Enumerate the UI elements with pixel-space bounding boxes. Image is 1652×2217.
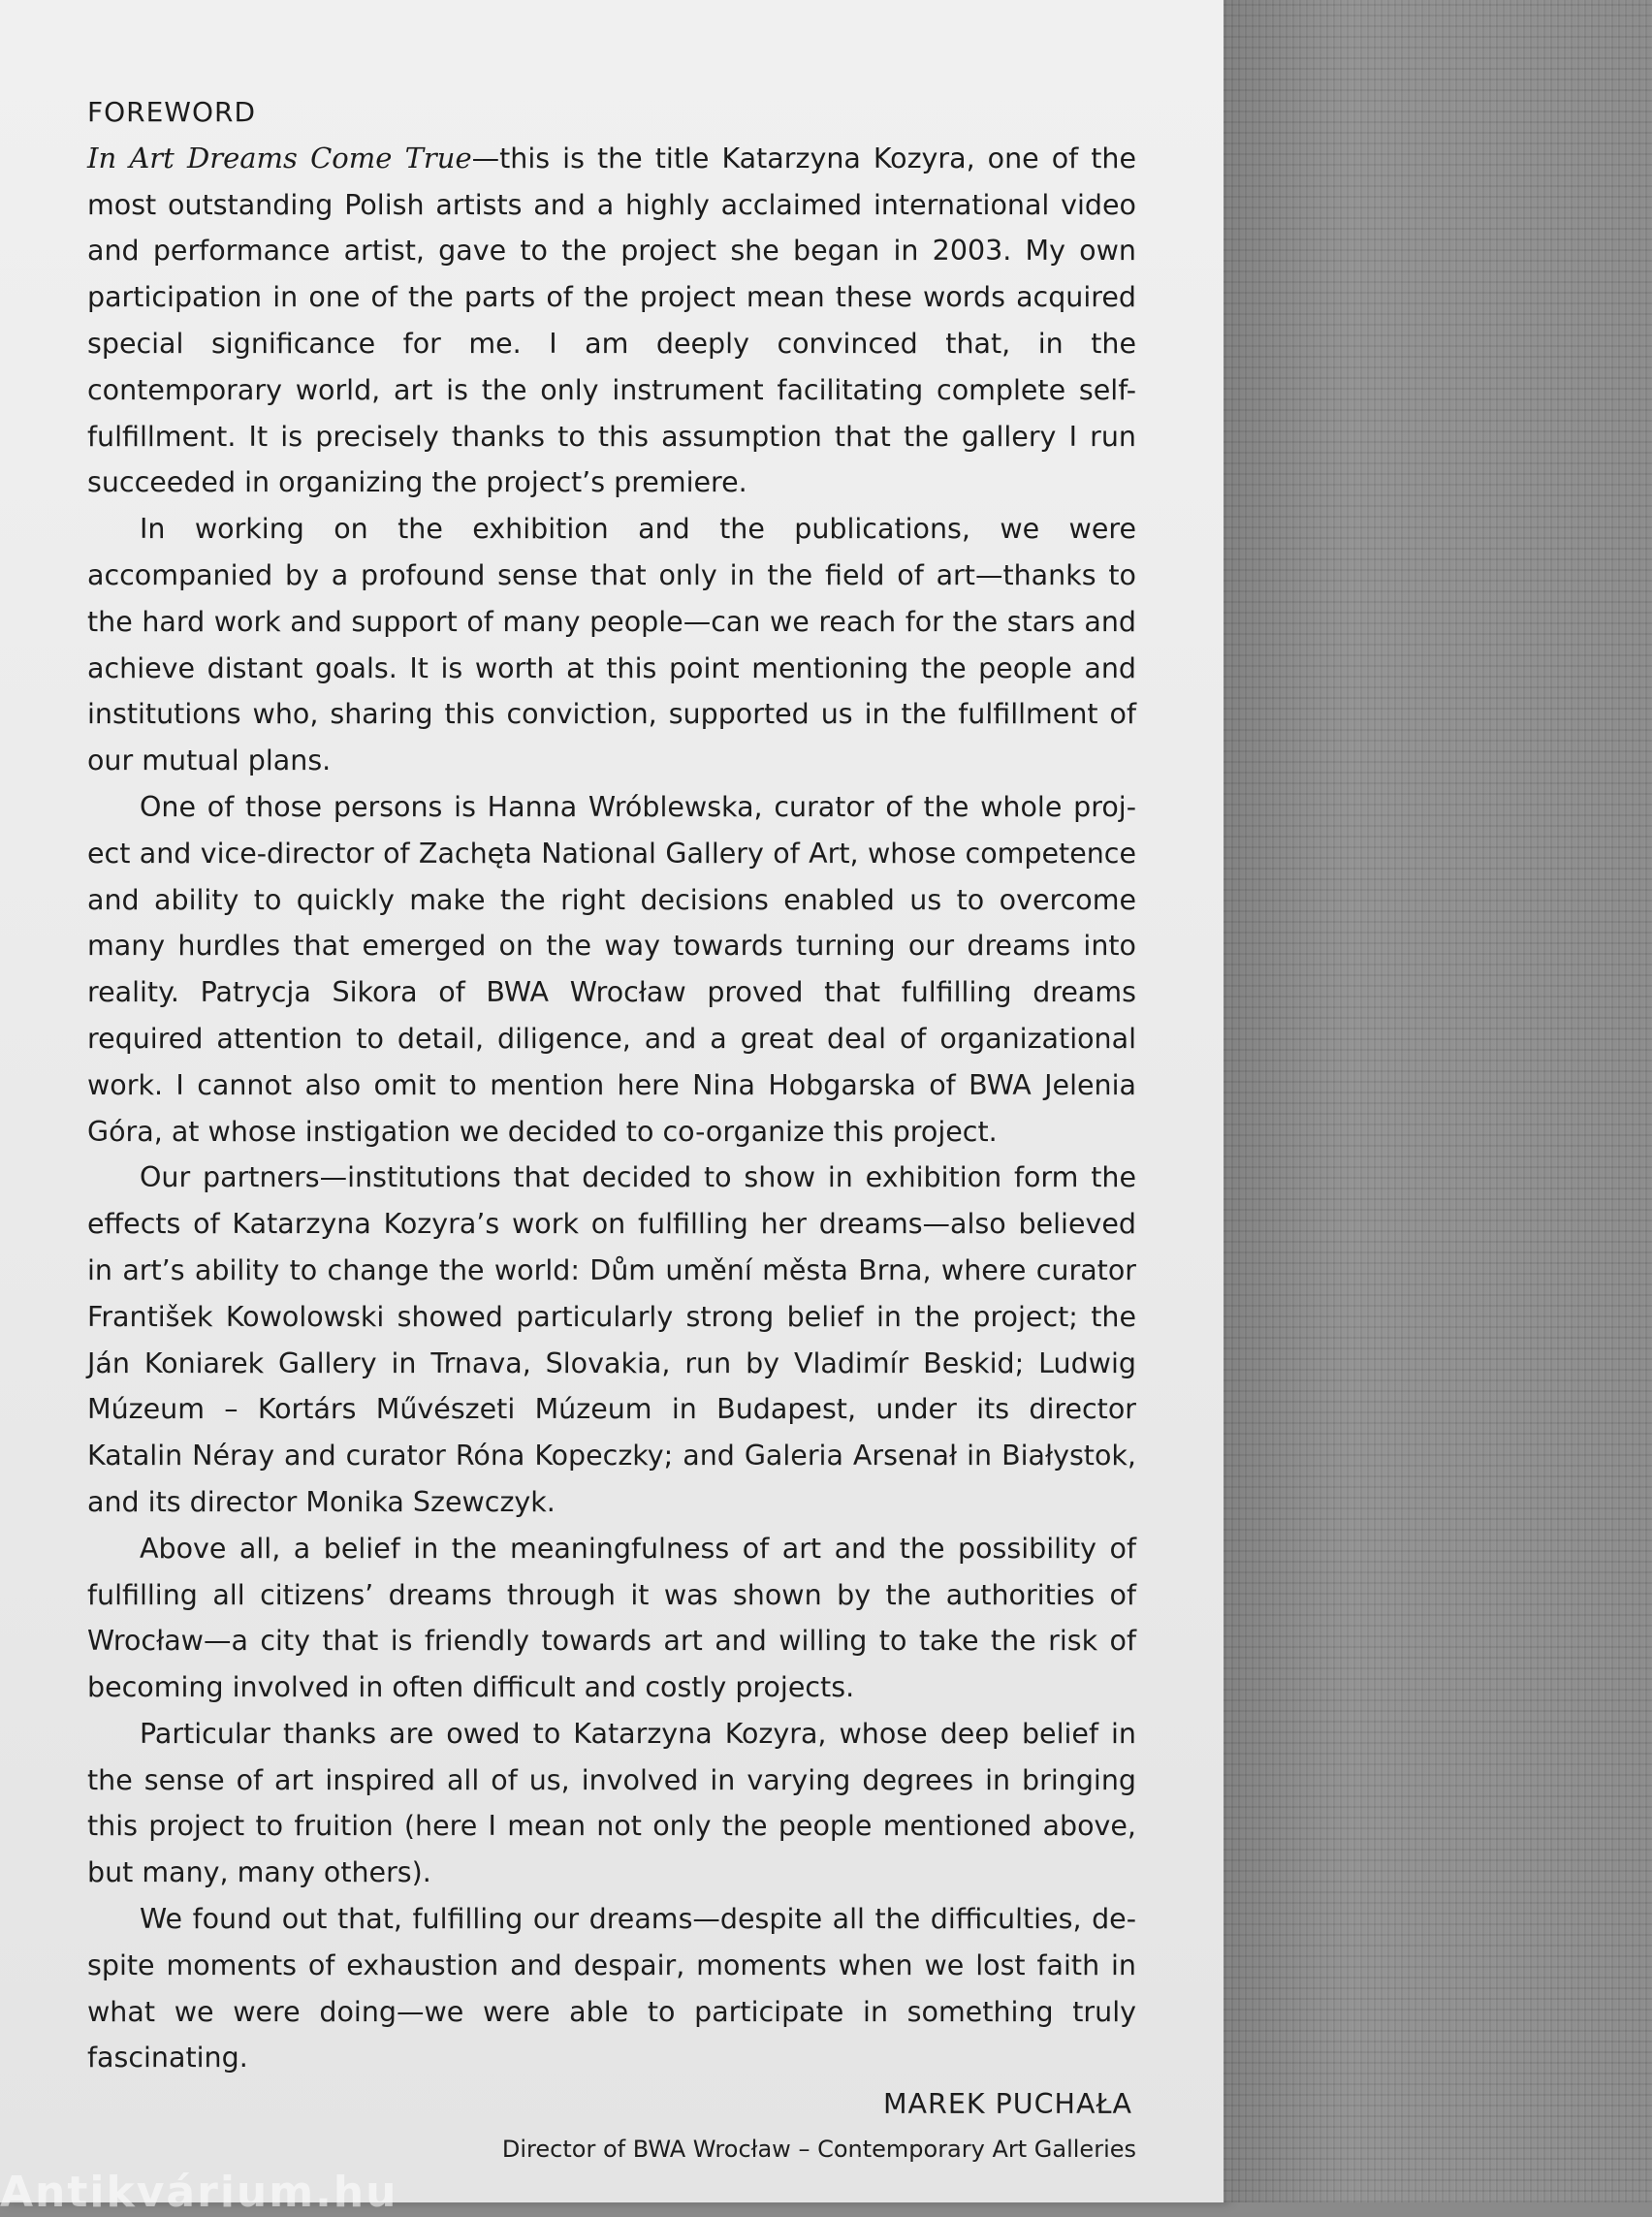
paragraph-6: Particular thanks are owed to Katarzyna Kozyra, whose deep belief in the sense of art inspired all of us, involved in varying degrees in bringing this project to fruition (here I mean not only the people mentioned above, but many, many others). — [87, 1717, 1136, 1889]
paragraph-1 — [87, 136, 1136, 506]
paragraph-2: In working on the exhibition and the publications, we were accompanied by a profound sense that only in the field of art—thanks to the hard work and support of many people—can we reach for the stars and achieve distant goals. It is worth at this point mentioning the people and institutions who, sharing this conviction, supported us in the fulfillment of our mutual plans. — [87, 513, 1136, 777]
foreword-text — [87, 89, 1136, 2170]
signature-role: Director of BWA Wrocław – Contemporary Art Galleries — [501, 2136, 1136, 2164]
paragraph-7: We found out that, fulfilling our dreams—despite all the difficulties, despite moments of exhaustion and despair, moments when we lost faith in what we were doing—we were able to participate in something truly fascinating. — [87, 1903, 1136, 2074]
page-heading: FOREWORD — [87, 96, 257, 128]
background-surface — [1223, 0, 1652, 2202]
watermark: Antikvárium.hu — [0, 2168, 398, 2217]
paragraph-3: One of those persons is Hanna Wróblewska, curator of the whole project and vice-director of Zachęta National Gallery of Art, whose competence and ability to quickly make the right decisions enabled us to overcome many hurdles that emerged on the way towards turning our dreams into reality. Patrycja Sikora of BWA Wrocław proved that fulfilling dreams required attention to detail, diligence, and a great deal of organizational work. I cannot also omit to mention here Nina Hobgarska of BWA Jelenia Góra, at whose instigation we decided to co-organize this project. — [87, 790, 1136, 1148]
paragraph-1-text: —this is the title Katarzyna Kozyra, one of the most outstanding Polish artists and a highly acclaimed international video and performance artist, gave to the project she began in 2003. My own participation in one of the parts of the project mean these words acquired special significance for me. I am deeply convinced that, in the contemporary world, art is the only instrument facilitating complete self-fulfillment. It is precisely thanks to this assumption that the gallery I run succeeded in organizing the project’s premiere. — [87, 142, 1136, 499]
paragraph-5: Above all, a belief in the meaningfulness of art and the possibility of fulfilling all citizens’ dreams through it was shown by the authorities of Wrocław—a city that is friendly towards art and willing to take the risk of becoming involved in often difficult and costly projects. — [87, 1532, 1136, 1704]
signature-name: MAREK PUCHAŁA — [882, 2088, 1132, 2121]
paragraph-4: Our partners—institutions that decided to show in exhibition form the effects of Katarzyna Kozyra’s work on fulfilling her dreams—also believed in art’s ability to change the world: Dům umění města Brna, where curator František Kowolowski showed particularly strong belief in the project; the Ján Koniarek Gallery in Trnava, Slovakia, run by Vladimír Beskid; Ludwig Múzeum – Kortárs Művészeti Múzeum in Budapest, under its director Katalin Néray and curator Róna Kopeczky; and Galeria Arsenał in Białystok, and its director Monika Szewczyk. — [87, 1161, 1136, 1518]
project-title: In Art Dreams Come True — [87, 141, 472, 174]
